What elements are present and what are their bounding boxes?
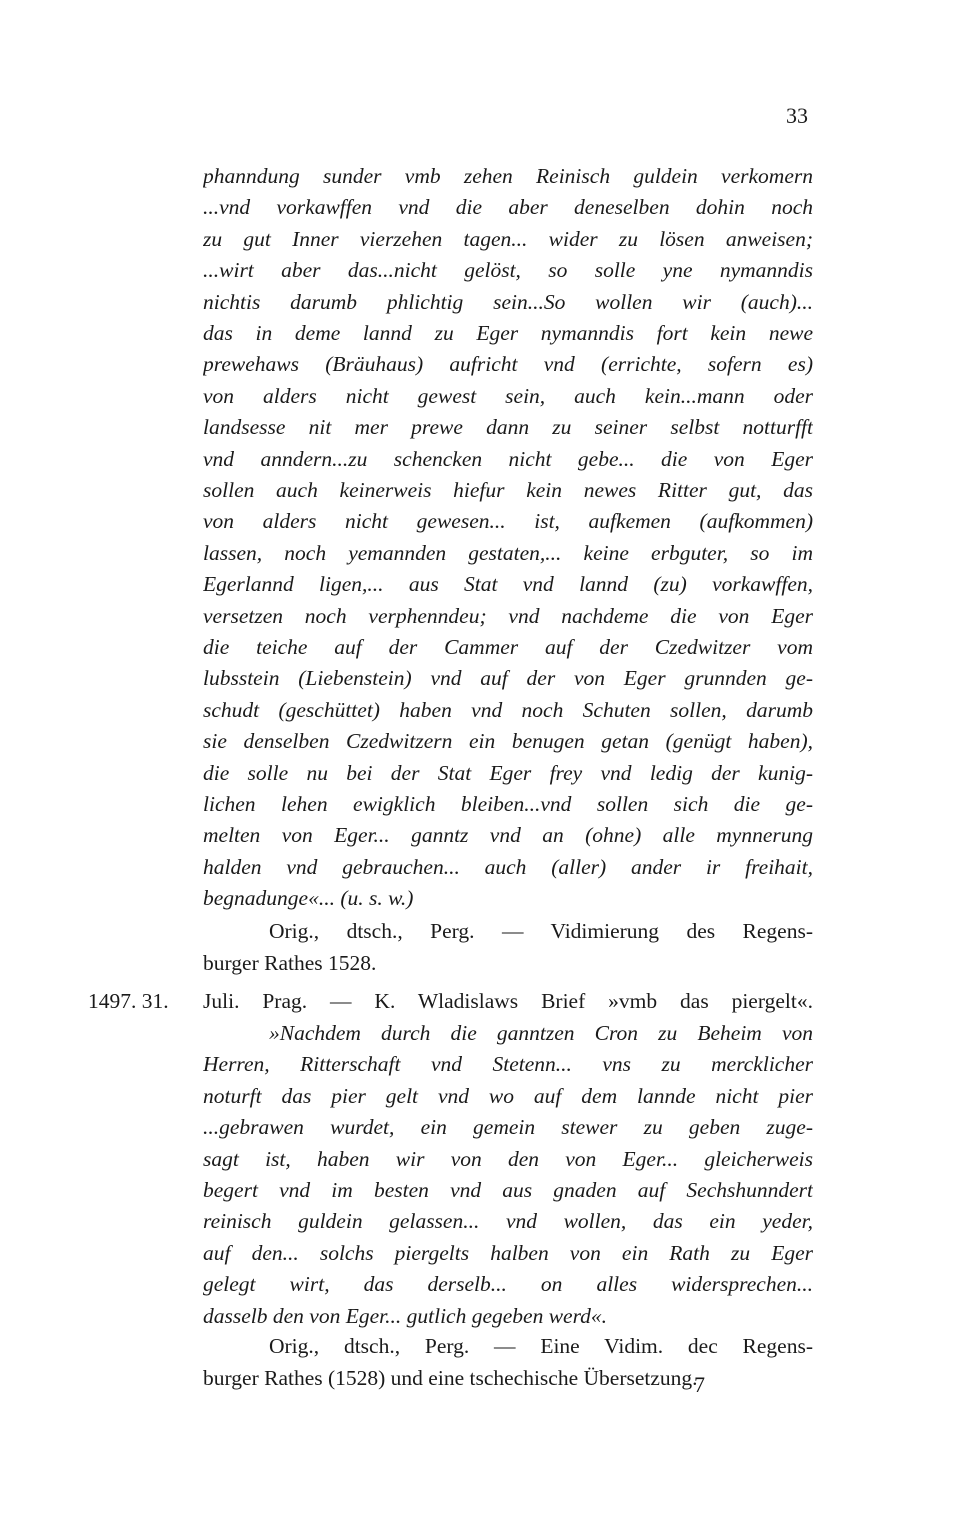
text-line: die solle nu bei der Stat Eger frey vnd ledig der kunig- (203, 760, 813, 785)
entry-body-line: Herren, Ritterschaft vnd Stetenn... vns zu mercklicher (203, 1052, 813, 1077)
text-line: begnadunge«... (u. s. w.) (203, 886, 414, 911)
text-line: von alders nicht gewest sein, auch kein...mann oder (203, 383, 813, 408)
source-note-line: burger Rathes (1528) und eine tschechische Übersetzung. (203, 1366, 698, 1390)
text-line: Egerlannd ligen,... aus Stat vnd lannd (zu) vorkawffen, (203, 572, 813, 597)
entry-body-line: sagt ist, haben wir von den von Eger... gleicherweis (203, 1146, 813, 1171)
text-line: zu gut Inner vierzehen tagen... wider zu lösen anweisen; (203, 226, 813, 251)
text-line: sie denselben Czedwitzern ein benugen getan (genügt haben), (203, 729, 813, 754)
text-line: nichtis darumb phlichtig sein...So wollen wir (auch)... (203, 289, 813, 314)
source-note-line: Orig., dtsch., Perg. — Eine Vidim. dec Regens- (269, 1334, 813, 1358)
entry-date: 1497. 31. (88, 989, 169, 1013)
entry-body-line: gelegt wirt, das derselb... on alles widersprechen... (203, 1272, 813, 1297)
text-line: von alders nicht gewesen... ist, aufkemen (aufkommen) (203, 509, 813, 534)
entry-heading-line: Juli. Prag. — K. Wladislaws Brief »vmb das piergelt«. (203, 989, 813, 1013)
entry-body-line: noturft das pier gelt vnd wo auf dem lannde nicht pier (203, 1083, 813, 1108)
text-line: die teiche auf der Cammer auf der Czedwitzer vom (203, 635, 813, 659)
text-line: ...vnd vorkawffen vnd die aber deneselben dohin noch (203, 195, 813, 220)
page-number: 33 (786, 103, 808, 128)
text-line: das in deme lannd zu Eger nymanndis fort kein newe (203, 321, 813, 345)
text-line: sollen auch keinerweis hiefur kein newes Ritter gut, das (203, 478, 813, 502)
text-line: phanndung sunder vmb zehen Reinisch guldein verkomern (203, 164, 813, 188)
text-line: lichen lehen ewigklich bleiben...vnd sollen sich die ge- (203, 792, 813, 816)
text-line: halden vnd gebrauchen... auch (aller) ander ir freihait, (203, 854, 813, 879)
entry-body-line: dasselb den von Eger... gutlich gegeben werd«. (203, 1303, 608, 1328)
entry-body-line: »Nachdem durch die ganntzen Cron zu Beheim von (269, 1021, 813, 1045)
source-note-line: Orig., dtsch., Perg. — Vidimierung des Regens- (269, 919, 813, 943)
text-line: versetzen noch verphenndeu; vnd nachdeme die von Eger (203, 603, 813, 628)
signature-mark: 7 (694, 1372, 705, 1397)
entry-body-line: auf den... solchs piergelts halben von ein Rath zu Eger (203, 1240, 813, 1265)
entry-body-line: ...gebrawen wurdet, ein gemein stewer zu geben zuge- (203, 1115, 813, 1140)
source-note-line: burger Rathes 1528. (203, 951, 377, 975)
text-line: landsesse nit mer prewe dann zu seiner selbst notturfft (203, 415, 813, 440)
text-line: ...wirt aber das...nicht gelöst, so solle yne nymanndis (203, 258, 813, 283)
entry-body-line: begert vnd im besten vnd aus gnaden auf Sechshunndert (203, 1178, 813, 1202)
text-line: vnd anndern...zu schencken nicht gebe... die von Eger (203, 446, 813, 471)
entry-body-line: reinisch guldein gelassen... vnd wollen, das ein yeder, (203, 1209, 813, 1234)
text-line: prewehaws (Bräuhaus) aufricht vnd (errichte, sofern es) (203, 352, 813, 377)
text-line: lassen, noch yemannden gestaten,... keine erbguter, so im (203, 540, 813, 565)
text-line: melten von Eger... ganntz vnd an (ohne) alle mynnerung (203, 823, 813, 848)
text-line: lubsstein (Liebenstein) vnd auf der von Eger grunnden ge- (203, 666, 813, 691)
text-line: schudt (geschüttet) haben vnd noch Schuten sollen, darumb (203, 697, 813, 722)
